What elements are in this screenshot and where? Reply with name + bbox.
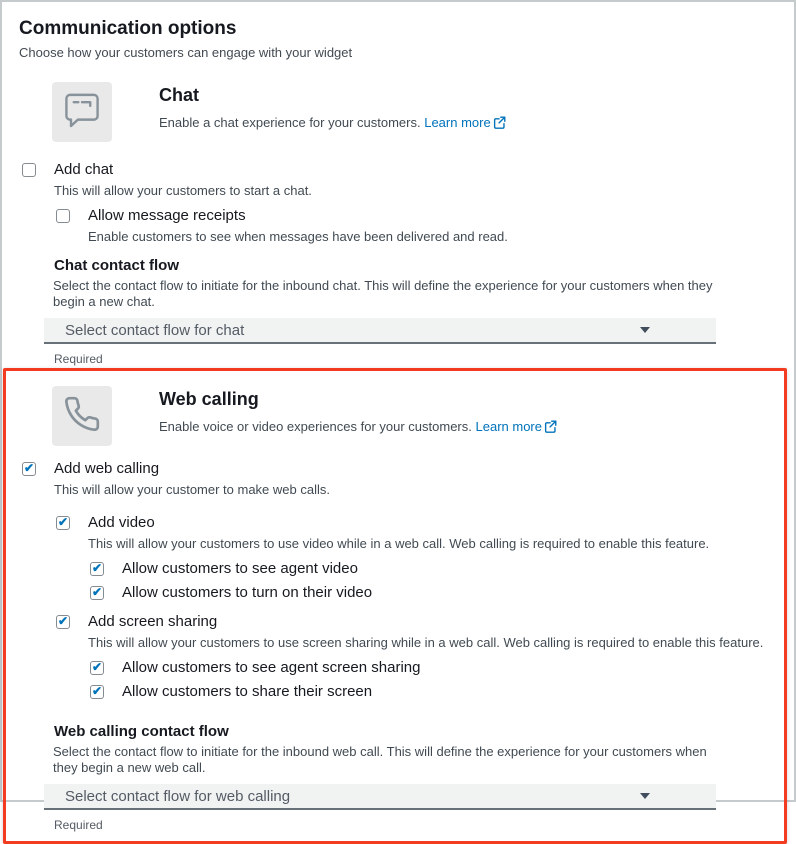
add-video-label[interactable]: Add video: [88, 514, 155, 531]
web-calling-contact-flow-group: [44, 723, 716, 832]
chat-bubble-icon: [60, 88, 104, 137]
web-calling-contact-flow-required: Required: [54, 818, 103, 832]
see-agent-video-checkbox[interactable]: [90, 562, 104, 576]
share-screen-label[interactable]: Allow customers to share their screen: [122, 683, 373, 700]
chat-section: [2, 82, 794, 366]
add-chat-checkbox[interactable]: [22, 163, 36, 177]
page-title: Communication options: [19, 18, 237, 39]
chat-section-heading: Chat: [159, 85, 199, 105]
page-subtitle: Choose how your customers can engage with your widget: [19, 45, 353, 60]
add-chat-label[interactable]: Add chat: [54, 161, 114, 178]
share-screen-checkbox[interactable]: [90, 685, 104, 699]
turn-on-video-label[interactable]: Allow customers to turn on their video: [122, 584, 373, 601]
see-agent-video-label[interactable]: Allow customers to see agent video: [122, 560, 358, 577]
chat-contact-flow-select-value: Select contact flow for chat: [65, 321, 245, 339]
add-web-calling-checkbox[interactable]: [22, 462, 36, 476]
chat-contact-flow-select[interactable]: [44, 318, 716, 344]
highlight-annotation-box: [3, 368, 787, 844]
web-calling-learn-more-link[interactable]: Learn more: [476, 419, 557, 434]
web-calling-contact-flow-select[interactable]: [44, 784, 716, 810]
external-link-icon: [493, 117, 506, 132]
web-calling-contact-flow-select-value: Select contact flow for web calling: [65, 787, 291, 805]
add-screen-sharing-description: This will allow your customers to use screen sharing while in a web call. Web calling is required to enable this feature.: [88, 635, 764, 650]
chat-icon-box: [52, 82, 112, 142]
chat-contact-flow-description: Select the contact flow to initiate for the inbound chat. This will define the experience for your customers when they begin a new chat.: [53, 278, 713, 309]
web-calling-contact-flow-description: Select the contact flow to initiate for the inbound web call. This will define the experience for your customers when they begin a new web call.: [53, 744, 707, 775]
turn-on-video-checkbox[interactable]: [90, 586, 104, 600]
add-screen-sharing-label[interactable]: Add screen sharing: [88, 613, 218, 630]
chevron-down-icon: [640, 793, 650, 799]
add-web-calling-description: This will allow your customer to make web calls.: [54, 482, 330, 497]
web-calling-section-heading: Web calling: [159, 389, 259, 409]
chat-learn-more-link[interactable]: Learn more: [424, 115, 505, 130]
web-calling-icon-box: [52, 386, 112, 446]
external-link-icon: [544, 421, 557, 436]
chat-section-description: Enable a chat experience for your customers. Learn more: [159, 115, 506, 133]
add-web-calling-label[interactable]: Add web calling: [54, 460, 160, 477]
web-calling-contact-flow-heading: Web calling contact flow: [54, 723, 229, 740]
add-video-description: This will allow your customers to use video while in a web call. Web calling is required to enable this feature.: [88, 536, 710, 551]
add-video-checkbox[interactable]: [56, 516, 70, 530]
chat-contact-flow-required: Required: [54, 352, 103, 366]
see-agent-screen-sharing-label[interactable]: Allow customers to see agent screen sharing: [122, 659, 421, 676]
phone-icon: [63, 395, 101, 438]
add-screen-sharing-checkbox[interactable]: [56, 615, 70, 629]
web-calling-section: [2, 386, 784, 832]
web-calling-section-description: Enable voice or video experiences for your customers. Learn more: [159, 419, 557, 437]
chat-contact-flow-group: [44, 257, 716, 366]
message-receipts-label[interactable]: Allow message receipts: [88, 207, 246, 224]
add-chat-description: This will allow your customers to start a chat.: [54, 183, 312, 198]
message-receipts-checkbox[interactable]: [56, 209, 70, 223]
see-agent-screen-sharing-checkbox[interactable]: [90, 661, 104, 675]
chevron-down-icon: [640, 327, 650, 333]
message-receipts-description: Enable customers to see when messages have been delivered and read.: [88, 229, 508, 244]
chat-contact-flow-heading: Chat contact flow: [54, 257, 180, 274]
